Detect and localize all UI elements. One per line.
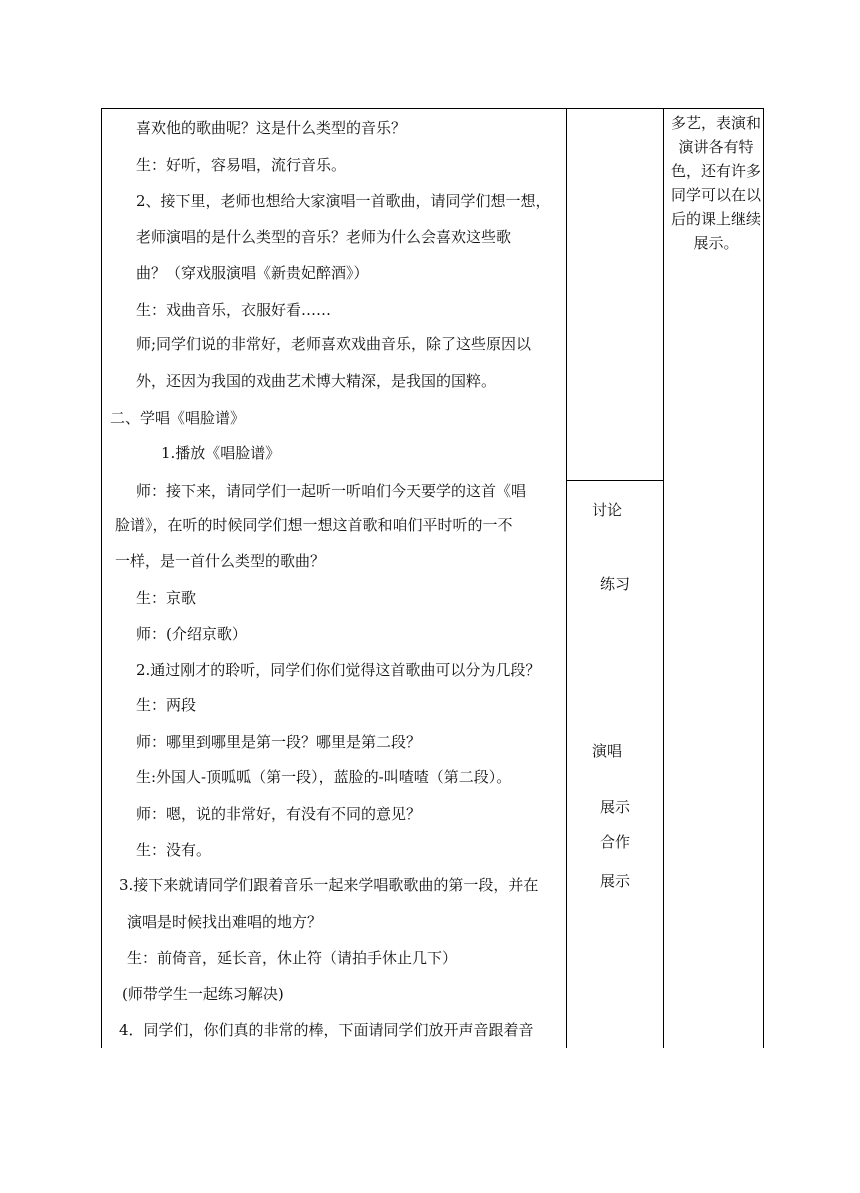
table-top-border: [101, 108, 764, 109]
text-line: 3.接下来就请同学们跟着音乐一起来学唱歌歌曲的第一段，并在: [119, 876, 539, 894]
column-divider-main: [566, 108, 567, 1048]
text-line: 生:外国人-顶呱呱（第一段），蓝脸的-叫喳喳（第二段）。: [136, 768, 512, 786]
activity-label: 展示: [600, 872, 631, 890]
text-line: 喜欢他的歌曲呢？这是什么类型的音乐？: [136, 119, 407, 137]
text-line: 外，还因为我国的戏曲艺术博大精深，是我国的国粹。: [136, 372, 497, 390]
text-line: 脸谱》，在听的时候同学们想一想这首歌和咱们平时听的一不: [115, 516, 513, 534]
activity-label: 演唱: [592, 742, 623, 760]
text-line: 师：哪里到哪里是第一段？哪里是第二段？: [136, 733, 422, 751]
text-line: (师带学生一起练习解决): [122, 985, 284, 1003]
text-line: 师：嗯，说的非常好，有没有不同的意见？: [136, 805, 422, 823]
column-divider-inner: [663, 108, 664, 1048]
table-left-border: [101, 108, 102, 1048]
text-line: 师：接下来，请同学们一起听一听咱们今天要学的这首《唱: [136, 482, 527, 500]
table-right-border: [763, 108, 764, 1048]
activity-label: 练习: [600, 575, 631, 593]
mid-cell-divider: [566, 480, 664, 481]
text-line: 生：戏曲音乐，衣服好看……: [136, 301, 332, 319]
text-line: 生：前倚音，延长音，休止符（请拍手休止几下）: [127, 949, 458, 967]
text-line: 一样，是一首什么类型的歌曲？: [115, 552, 326, 570]
text-line: 演唱是时候找出难唱的地方？: [127, 913, 323, 931]
text-line: 2.通过刚才的聆听，同学们你们觉得这首歌曲可以分为几段？: [136, 661, 541, 679]
text-line: 生：京歌: [136, 589, 197, 607]
text-line: 师：(介绍京歌）: [136, 625, 247, 643]
text-line: 1.播放《唱脸谱》: [161, 444, 281, 462]
activity-label: 展示: [600, 798, 631, 816]
text-line: 老师演唱的是什么类型的音乐？老师为什么会喜欢这些歌: [136, 228, 512, 246]
text-line: 生：好听，容易唱，流行音乐。: [136, 156, 347, 174]
text-line: 2、接下里，老师也想给大家演唱一首歌曲，请同学们想一想，: [136, 192, 551, 210]
text-line: 师;同学们说的非常好，老师喜欢戏曲音乐，除了这些原因以: [136, 335, 532, 353]
activity-label: 合作: [600, 833, 631, 851]
section-heading: 二、学唱《唱脸谱》: [110, 409, 246, 427]
activity-label: 讨论: [592, 501, 623, 519]
text-line: 曲？（穿戏服演唱《新贵妃醉酒》）: [136, 264, 369, 282]
text-line: 4．同学们，你们真的非常的棒，下面请同学们放开声音跟着音: [119, 1021, 534, 1039]
text-line: 生：没有。: [136, 841, 212, 859]
text-line: 生：两段: [136, 696, 197, 714]
design-intent-text: 多艺，表演和演讲各有特色，还有许多同学可以在以后的课上继续展示。: [671, 114, 762, 252]
